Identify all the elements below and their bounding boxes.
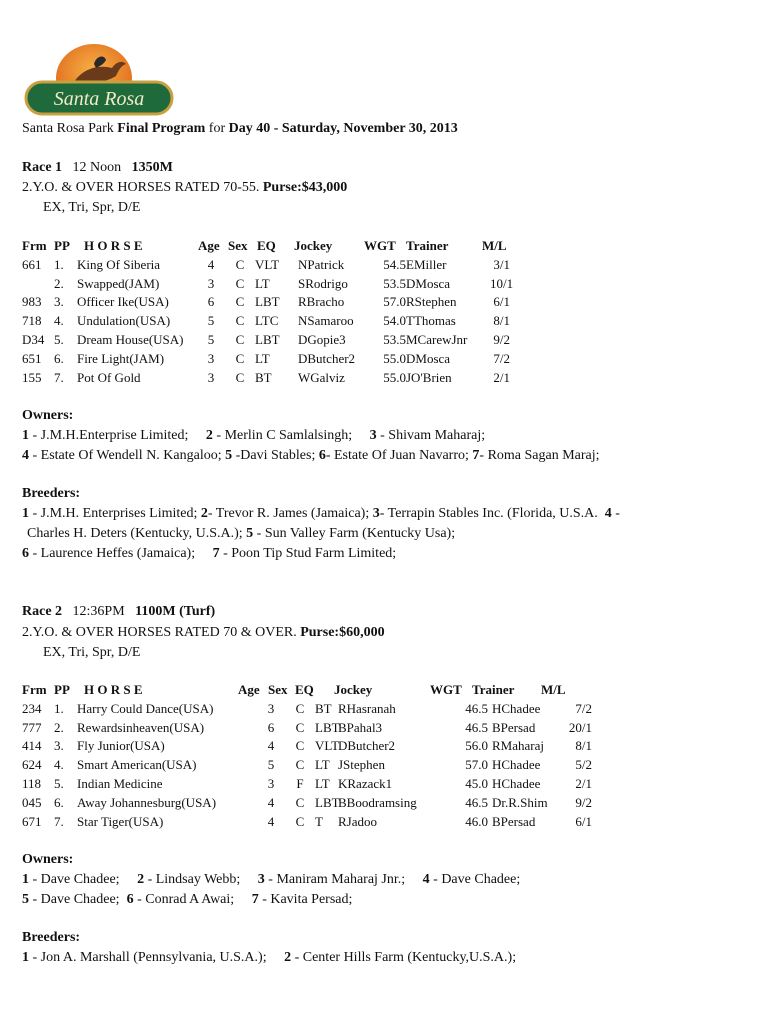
cell-sex: C bbox=[235, 313, 245, 329]
column-header: H O R S E bbox=[84, 682, 143, 697]
cell-age: 3 bbox=[207, 350, 215, 366]
entry-text: - Dave Chadee; bbox=[29, 872, 138, 887]
cell-eq: LBT bbox=[315, 794, 340, 810]
column-header: WGT bbox=[364, 238, 396, 253]
cell-wgt: 56.0 bbox=[465, 738, 488, 754]
entry-number: 6 bbox=[22, 546, 29, 561]
entry-text: - Jon A. Marshall (Pennsylvania, U.S.A.); bbox=[29, 950, 285, 965]
logo-wordmark: Santa Rosa bbox=[53, 88, 145, 110]
entry-number: 5 bbox=[246, 526, 254, 541]
cell-age: 3 bbox=[207, 369, 215, 385]
column-header: Frm bbox=[22, 238, 47, 253]
cell-frm: 651 bbox=[22, 350, 42, 366]
cell-horse: Pot Of Gold bbox=[77, 369, 141, 385]
cell-trainer: HChadee bbox=[492, 700, 541, 716]
cell-trainer: EMiller bbox=[406, 256, 447, 272]
cell-jockey: SRodrigo bbox=[298, 275, 348, 291]
cell-ml: 3/1 bbox=[493, 256, 510, 272]
entry-text: Charles H. Deters (Kentucky, U.S.A.); bbox=[27, 526, 247, 541]
cell-trainer: Dr.R.Shim bbox=[492, 794, 548, 810]
entry-text: - Estate Of Wendell N. Kangaloo; bbox=[29, 448, 226, 463]
cell-wgt: 46.5 bbox=[465, 794, 488, 810]
cell-trainer: HChadee bbox=[492, 775, 541, 791]
entry-number: 7 bbox=[212, 546, 220, 561]
cell-jockey: NPatrick bbox=[298, 256, 345, 272]
entry-text: - Shivam Maharaj; bbox=[376, 428, 486, 443]
cell-trainer: MCarewJnr bbox=[406, 331, 468, 347]
cell-eq: LBT bbox=[315, 719, 340, 735]
cell-wgt: 53.5 bbox=[383, 331, 406, 347]
cell-age: 4 bbox=[267, 794, 275, 810]
race2-heading: Race 2 12:36PM 1100M (Turf) bbox=[22, 604, 216, 619]
cell-jockey: DGopie3 bbox=[298, 331, 346, 347]
cell-trainer: HChadee bbox=[492, 757, 541, 773]
entry-text: - Trevor R. James (Jamaica); bbox=[207, 506, 373, 521]
cell-sex: C bbox=[235, 256, 245, 272]
cell-age: 3 bbox=[267, 700, 275, 716]
cell-pp: 2. bbox=[54, 719, 64, 735]
cell-eq: T bbox=[315, 813, 323, 829]
race1-owners-line2 bbox=[22, 447, 600, 465]
cell-frm: D34 bbox=[22, 331, 45, 347]
cell-horse: King Of Siberia bbox=[77, 256, 161, 272]
cell-eq: LBT bbox=[255, 294, 280, 310]
column-header: Frm bbox=[22, 682, 47, 697]
entry-number: 4 bbox=[604, 506, 612, 521]
entry-text: - Kavita Persad; bbox=[258, 892, 353, 907]
cell-eq: VLT bbox=[315, 738, 340, 754]
cell-pp: 6. bbox=[54, 350, 64, 366]
cell-pp: 4. bbox=[54, 313, 64, 329]
cell-horse: Away Johannesburg(USA) bbox=[77, 794, 217, 810]
cell-eq: LTC bbox=[255, 313, 279, 329]
column-header: M/L bbox=[541, 682, 566, 697]
cell-wgt: 46.5 bbox=[465, 700, 488, 716]
cell-ml: 8/1 bbox=[575, 738, 592, 754]
cell-jockey: DButcher2 bbox=[298, 350, 356, 366]
cell-frm: 414 bbox=[22, 738, 42, 754]
entry-text: - Dave Chadee; bbox=[29, 892, 127, 907]
cell-wgt: 46.0 bbox=[465, 813, 488, 829]
column-header: PP bbox=[54, 238, 70, 253]
cell-jockey: RHasranah bbox=[338, 700, 396, 716]
entry-number: 3 bbox=[257, 872, 265, 887]
cell-jockey: NSamaroo bbox=[298, 313, 354, 329]
cell-sex: C bbox=[235, 294, 245, 310]
cell-horse: Dream House(USA) bbox=[77, 331, 184, 347]
entry-number: 5 bbox=[225, 448, 233, 463]
cell-frm: 624 bbox=[22, 757, 42, 773]
cell-pp: 1. bbox=[54, 700, 64, 716]
cell-jockey: RJadoo bbox=[338, 813, 377, 829]
cell-sex: C bbox=[235, 369, 245, 385]
column-header: Age bbox=[238, 682, 260, 697]
entry-number: 1 bbox=[22, 950, 29, 965]
cell-pp: 6. bbox=[54, 794, 64, 810]
cell-eq: BT bbox=[255, 369, 272, 385]
race1-heading: Race 1 12 Noon 1350M bbox=[22, 160, 173, 175]
cell-ml: 6/1 bbox=[575, 813, 592, 829]
entry-number: 6 bbox=[126, 892, 134, 907]
cell-ml: 20/1 bbox=[568, 719, 592, 735]
cell-age: 4 bbox=[267, 738, 275, 754]
cell-jockey: RBracho bbox=[298, 294, 345, 310]
cell-wgt: 57.0 bbox=[383, 294, 406, 310]
entry-text: - Dave Chadee; bbox=[429, 872, 521, 887]
race1-bets: EX, Tri, Spr, D/E bbox=[43, 200, 141, 215]
column-header: Sex bbox=[268, 682, 288, 697]
cell-eq: LT bbox=[315, 757, 330, 773]
cell-wgt: 55.0 bbox=[383, 350, 406, 366]
cell-sex: C bbox=[295, 738, 305, 754]
entry-number: 2 bbox=[284, 950, 292, 965]
cell-pp: 4. bbox=[54, 757, 64, 773]
cell-wgt: 46.5 bbox=[465, 719, 488, 735]
entry-text: - Sun Valley Farm (Kentucky Usa); bbox=[253, 526, 456, 541]
cell-trainer: JO'Brien bbox=[406, 369, 452, 385]
cell-jockey: JStephen bbox=[338, 757, 385, 773]
column-header: Trainer bbox=[472, 682, 515, 697]
entry-text: - J.M.H.Enterprise Limited; bbox=[29, 428, 206, 443]
entry-number: 3 bbox=[369, 428, 377, 443]
cell-sex: C bbox=[235, 350, 245, 366]
cell-sex: C bbox=[295, 757, 305, 773]
cell-trainer: BPersad bbox=[492, 719, 536, 735]
cell-wgt: 54.0 bbox=[383, 313, 406, 329]
entry-number: 3 bbox=[372, 506, 380, 521]
cell-eq: BT bbox=[315, 700, 332, 716]
race1-owners-label: Owners: bbox=[22, 408, 74, 423]
cell-eq: LT bbox=[255, 350, 270, 366]
entry-text: - Center Hills Farm (Kentucky,U.S.A.); bbox=[291, 950, 517, 965]
cell-ml: 5/2 bbox=[575, 757, 592, 773]
cell-wgt: 53.5 bbox=[383, 275, 406, 291]
cell-sex: C bbox=[235, 275, 245, 291]
cell-pp: 1. bbox=[54, 256, 64, 272]
cell-age: 5 bbox=[267, 757, 275, 773]
cell-ml: 8/1 bbox=[493, 313, 510, 329]
cell-pp: 3. bbox=[54, 294, 64, 310]
cell-horse: Undulation(USA) bbox=[77, 313, 171, 329]
entry-number: 1 bbox=[22, 506, 29, 521]
cell-frm: 777 bbox=[22, 719, 42, 735]
cell-eq: LT bbox=[255, 275, 270, 291]
cell-age: 5 bbox=[207, 313, 215, 329]
cell-pp: 5. bbox=[54, 775, 64, 791]
race2-bets: EX, Tri, Spr, D/E bbox=[43, 645, 141, 660]
cell-ml: 7/2 bbox=[575, 700, 592, 716]
cell-horse: Harry Could Dance(USA) bbox=[77, 700, 214, 716]
column-header: WGT bbox=[430, 682, 462, 697]
cell-jockey: BPahal3 bbox=[338, 719, 383, 735]
cell-age: 3 bbox=[207, 275, 215, 291]
cell-pp: 7. bbox=[54, 369, 64, 385]
race1-conditions: 2.Y.O. & OVER HORSES RATED 70-55. Purse:$43,000 bbox=[22, 180, 348, 195]
entry-text: - Merlin C Samlalsingh; bbox=[212, 428, 370, 443]
cell-wgt: 45.0 bbox=[465, 775, 488, 791]
race2-breeders-label: Breeders: bbox=[22, 930, 81, 945]
cell-trainer: RStephen bbox=[406, 294, 457, 310]
santa-rosa-logo bbox=[24, 42, 174, 118]
cell-frm: 983 bbox=[22, 294, 42, 310]
cell-jockey: WGalviz bbox=[298, 369, 345, 385]
cell-frm: 234 bbox=[22, 700, 42, 716]
column-header: EQ bbox=[295, 682, 314, 697]
cell-sex: C bbox=[295, 719, 305, 735]
column-header: EQ bbox=[257, 238, 276, 253]
race1-breeders-line1 bbox=[22, 505, 620, 523]
cell-eq: LT bbox=[315, 775, 330, 791]
race2-conditions: 2.Y.O. & OVER HORSES RATED 70 & OVER. Purse:$60,000 bbox=[22, 625, 385, 640]
cell-wgt: 54.5 bbox=[383, 256, 406, 272]
cell-trainer: DMosca bbox=[406, 275, 451, 291]
cell-horse: Officer Ike(USA) bbox=[77, 294, 169, 310]
entry-text: - Roma Sagan Maraj; bbox=[479, 448, 600, 463]
cell-age: 3 bbox=[267, 775, 275, 791]
cell-pp: 7. bbox=[54, 813, 64, 829]
page-title: Santa Rosa Park Final Program for Day 40 - Saturday, November 30, 2013 bbox=[22, 121, 458, 136]
column-header: Age bbox=[198, 238, 220, 253]
cell-sex: C bbox=[295, 700, 305, 716]
cell-wgt: 57.0 bbox=[465, 757, 488, 773]
cell-horse: Fire Light(JAM) bbox=[77, 350, 165, 366]
cell-trainer: DMosca bbox=[406, 350, 451, 366]
cell-ml: 2/1 bbox=[493, 369, 510, 385]
column-header: M/L bbox=[482, 238, 507, 253]
cell-jockey: BBoodramsing bbox=[338, 794, 417, 810]
race2-owners-label: Owners: bbox=[22, 852, 74, 867]
cell-jockey: DButcher2 bbox=[338, 738, 396, 754]
entry-text: - Lindsay Webb; bbox=[144, 872, 258, 887]
race2-breeders-line1 bbox=[22, 949, 516, 967]
entry-text: - Conrad A Awai; bbox=[133, 892, 252, 907]
column-header: Jockey bbox=[294, 238, 333, 253]
entry-text: - Laurence Heffes (Jamaica); bbox=[29, 546, 213, 561]
cell-horse: Rewardsinheaven(USA) bbox=[77, 719, 205, 735]
race1-breeders-line2 bbox=[27, 525, 455, 543]
column-header: Sex bbox=[228, 238, 248, 253]
cell-frm: 718 bbox=[22, 313, 42, 329]
entry-text: - Terrapin Stables Inc. (Florida, U.S.A. bbox=[379, 506, 605, 521]
cell-sex: C bbox=[235, 331, 245, 347]
cell-trainer: BPersad bbox=[492, 813, 536, 829]
cell-frm: 661 bbox=[22, 256, 42, 272]
entry-number: 2 bbox=[137, 872, 145, 887]
cell-trainer: TThomas bbox=[406, 313, 456, 329]
cell-horse: Fly Junior(USA) bbox=[77, 738, 165, 754]
cell-jockey: KRazack1 bbox=[338, 775, 393, 791]
entry-text: - bbox=[611, 506, 620, 521]
entry-number: 1 bbox=[22, 872, 29, 887]
cell-horse: Star Tiger(USA) bbox=[77, 813, 164, 829]
cell-age: 6 bbox=[267, 719, 275, 735]
cell-eq: VLT bbox=[255, 256, 280, 272]
column-header: PP bbox=[54, 682, 70, 697]
cell-ml: 10/1 bbox=[490, 275, 514, 291]
cell-trainer: RMaharaj bbox=[492, 738, 544, 754]
cell-ml: 9/2 bbox=[575, 794, 592, 810]
cell-horse: Indian Medicine bbox=[77, 775, 163, 791]
race2-owners-line1 bbox=[22, 871, 520, 889]
entry-number: 2 bbox=[200, 506, 208, 521]
cell-age: 6 bbox=[207, 294, 215, 310]
cell-sex: F bbox=[296, 775, 304, 791]
race1-breeders-line3 bbox=[22, 545, 396, 563]
cell-frm: 118 bbox=[22, 775, 42, 791]
cell-age: 5 bbox=[207, 331, 215, 347]
entry-number: 1 bbox=[22, 428, 29, 443]
entry-number: 7 bbox=[472, 448, 480, 463]
race1-owners-line1 bbox=[22, 427, 485, 445]
cell-age: 4 bbox=[207, 256, 215, 272]
column-header: H O R S E bbox=[84, 238, 143, 253]
cell-horse: Smart American(USA) bbox=[77, 757, 197, 773]
cell-pp: 3. bbox=[54, 738, 64, 754]
cell-ml: 6/1 bbox=[493, 294, 510, 310]
entry-text: - Maniram Maharaj Jnr.; bbox=[264, 872, 423, 887]
column-header: Jockey bbox=[334, 682, 373, 697]
cell-sex: C bbox=[295, 794, 305, 810]
cell-wgt: 55.0 bbox=[383, 369, 406, 385]
cell-ml: 7/2 bbox=[493, 350, 510, 366]
entry-number: 5 bbox=[22, 892, 29, 907]
entry-number: 6 bbox=[318, 448, 326, 463]
entry-text: -Davi Stables; bbox=[232, 448, 319, 463]
entry-number: 4 bbox=[22, 448, 29, 463]
cell-pp: 5. bbox=[54, 331, 64, 347]
entry-number: 7 bbox=[251, 892, 259, 907]
cell-eq: LBT bbox=[255, 331, 280, 347]
cell-frm: 045 bbox=[22, 794, 42, 810]
entry-number: 2 bbox=[205, 428, 213, 443]
cell-sex: C bbox=[295, 813, 305, 829]
cell-ml: 2/1 bbox=[575, 775, 592, 791]
entry-text: - Poon Tip Stud Farm Limited; bbox=[219, 546, 397, 561]
race2-owners-line2 bbox=[22, 891, 352, 909]
cell-horse: Swapped(JAM) bbox=[77, 275, 160, 291]
cell-pp: 2. bbox=[54, 275, 64, 291]
race1-breeders-label: Breeders: bbox=[22, 486, 81, 501]
cell-frm: 671 bbox=[22, 813, 42, 829]
cell-age: 4 bbox=[267, 813, 275, 829]
entry-text: - Estate Of Juan Navarro; bbox=[325, 448, 473, 463]
cell-ml: 9/2 bbox=[493, 331, 510, 347]
cell-frm: 155 bbox=[22, 369, 42, 385]
entry-text: - J.M.H. Enterprises Limited; bbox=[29, 506, 201, 521]
entry-number: 4 bbox=[422, 872, 430, 887]
column-header: Trainer bbox=[406, 238, 449, 253]
